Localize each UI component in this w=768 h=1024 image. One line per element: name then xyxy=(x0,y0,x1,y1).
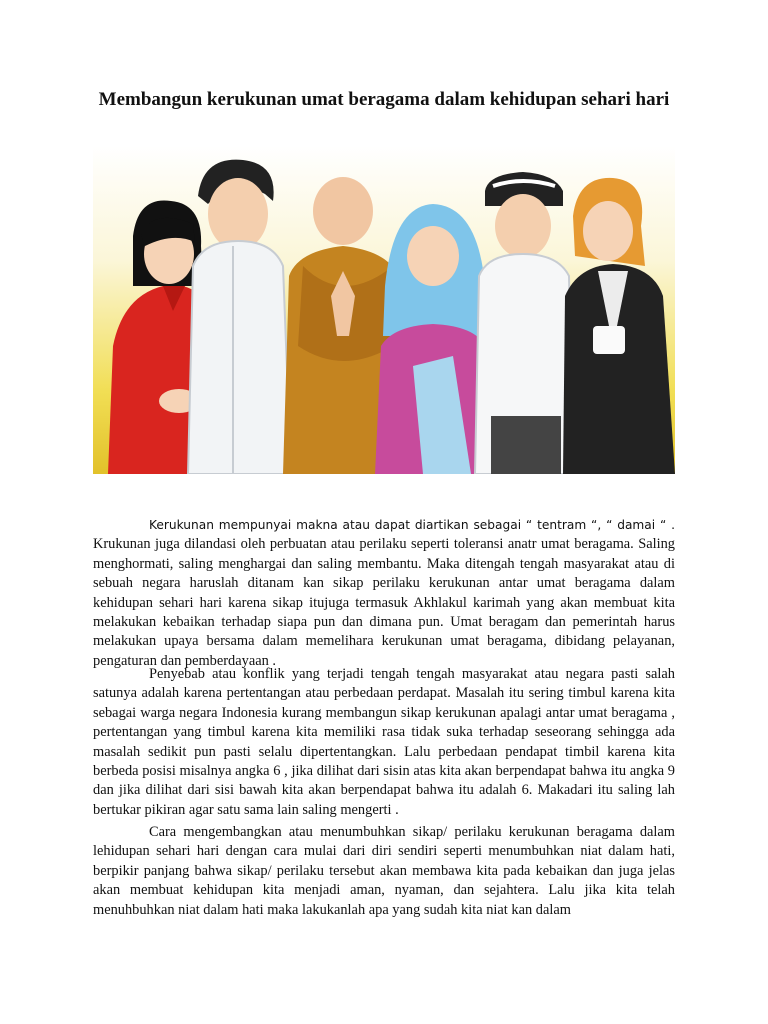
paragraph-2-body: Penyebab atau konflik yang terjadi tengah tengah masyarakat atau negara pasti salah satunya adalah karena pertentangan atau perbedaan perdapat. Masalah itu sering timbul karena kita sebagai warga negara Indonesia kurang membangun sikap kerukunan apalagi antar umat beragama , pertentangan yang timbul karena kita memiliki rasa tidak suka terhadap seseorang sehingga ada masalah sedikit pun pasti selalu dipertentangkan. Lalu perbedaan pendapat timbil karena kita berbeda posisi misalnya angka 6 , jika dilihat dari sisin atas kita akan berpendapat bahwa itu angka 9 dan jika dilihat dari sisi bawah kita akan berpendapat bahwa itu adalah 6. Makadari itu saling lah bertukar pikiran agar satu sama lain saling mengerti . xyxy=(93,666,675,818)
illustration-image xyxy=(93,146,675,474)
illustration-svg xyxy=(93,146,675,474)
document-title: Membangun kerukunan umat beragama dalam kehidupan sehari hari xyxy=(98,89,670,110)
paragraph-3-body: Cara mengembangkan atau menumbuhkan sikap/ perilaku kerukunan beragama dalam lehidupan sehari hari dengan cara mulai dari diri sendiri seperti menumbuhkan niat dalam hati, berpikir panjang bahwa sikap/ perilaku tersebut akan membawa kita pada kebaikan dan juga jelas akan membuat kehidupan kita menjadi aman, nyaman, dan sejahtera. Lalu jika kita telah menuhbuhkan niat dalam hati maka lakukanlah apa yang sudah kita niat kan dalam xyxy=(93,824,675,918)
paragraph-1-first-line: Kerukunan mempunyai makna atau dapat diartikan sebagai “ tentram “, “ damai “ . xyxy=(149,518,675,532)
paragraph-1 xyxy=(93,516,675,671)
paragraph-1-body: Krukunan juga dilandasi oleh perbuatan atau perilaku seperti toleransi anatr umat beragama. Saling menghormati, saling menghargai dan saling membantu. Maka ditengah tengah masyarakat atau di sebuah negara haruslah ditanam kan sikap perilaku kerukunan antar umat beragama dalam kehidupan sehari hari karena sikap itujuga termasuk Akhlakul karimah yang akan membuat kita melakukan kebaikan terhadap siapa pun dan dimana pun. Umat beragam dan pemerintah harus melakukan upaya bersama dalam memelihara kerukunan umat beragama, dibidang pelayanan, pengaturan dan pemberdayaan . xyxy=(93,536,675,669)
paragraph-3 xyxy=(93,823,675,920)
paragraph-2 xyxy=(93,665,675,820)
